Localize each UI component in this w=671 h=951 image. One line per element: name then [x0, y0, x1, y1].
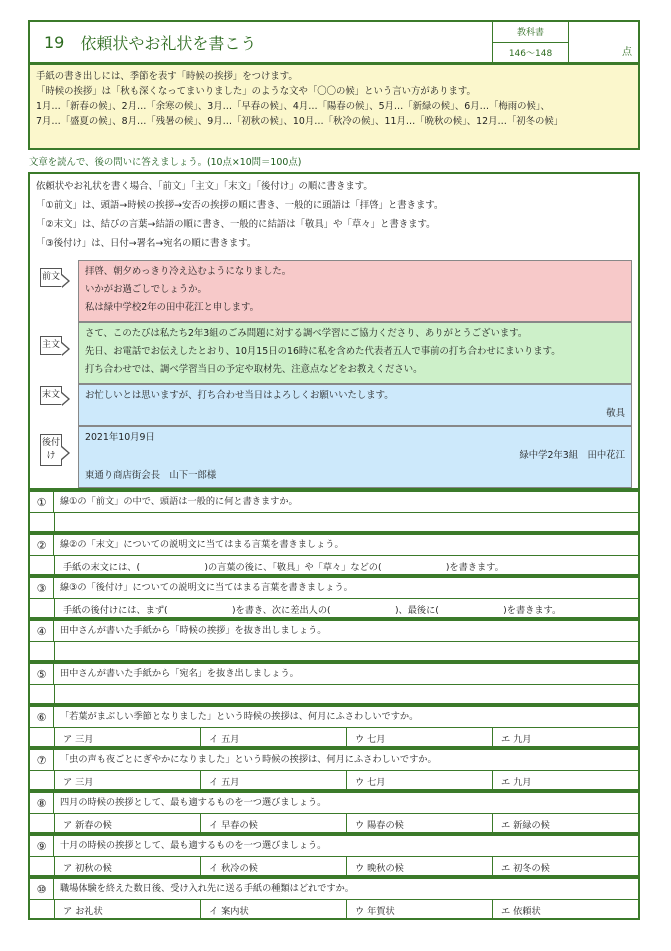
arrow-icon	[62, 342, 70, 356]
atozuke-tag: 後付け	[40, 434, 62, 466]
option-e[interactable]: エ 初冬の候	[501, 863, 550, 874]
matsubun-tag: 末文	[40, 386, 62, 405]
option-a[interactable]: ア 三月	[55, 728, 201, 748]
letter-matsubun	[36, 384, 632, 426]
answer-field[interactable]	[54, 513, 638, 533]
option-i[interactable]: イ 五月	[201, 771, 347, 791]
reading-passage	[28, 172, 640, 490]
letter-shubun	[36, 322, 632, 384]
option-i[interactable]: イ 早春の候	[201, 814, 347, 834]
option-e[interactable]: エ 九月	[501, 777, 532, 788]
intro-line: 「時候の挨拶」は「秋も深くなってまいりました」のような文や「〇〇の候」という言い方があります。	[36, 86, 476, 97]
letter-line: 先日、お電話でお伝えしたとおり、10月15日の16時に私を含めた代表者五人で事前の打ち合わせにまいります。	[85, 346, 561, 357]
question-number: ③	[30, 578, 54, 598]
question-text: 田中さんが書いた手紙から「宛名」を抜き出しましょう。	[60, 668, 299, 679]
option-u[interactable]: ウ 年賀状	[347, 900, 493, 920]
arrow-icon	[62, 446, 70, 460]
letter-line: 拝啓、朝夕めっきり冷え込むようになりました。	[85, 266, 292, 277]
option-i[interactable]: イ 案内状	[201, 900, 347, 920]
question-number: ④	[30, 621, 54, 641]
question-3	[28, 576, 640, 619]
fill-in-answer[interactable]: 手紙の後付けには、まず( )を書き、次に差出人の( )、最後に( )を書きます。	[54, 599, 638, 619]
question-7	[28, 748, 640, 791]
letter-recipient: 東通り商店街会長 山下一郎様	[85, 470, 217, 481]
score-unit: 点	[622, 47, 632, 58]
question-number: ⑥	[30, 707, 54, 727]
question-number: ⑨	[30, 836, 54, 856]
question-text: 職場体験を終えた数日後、受け入れ先に送る手紙の種類はどれですか。	[60, 883, 354, 894]
question-number: ⑦	[30, 750, 54, 770]
zenbun-tag: 前文	[40, 268, 62, 287]
question-2	[28, 533, 640, 576]
question-text: 四月の時候の挨拶として、最も適するものを一つ選びましょう。	[60, 797, 327, 808]
textbook-pages: 146～148	[508, 48, 553, 59]
page-title	[30, 22, 492, 62]
answer-field[interactable]	[54, 685, 638, 705]
intro-line: 7月…「盛夏の候」、8月…「残暑の候」、9月…「初秋の候」、10月…「秋冷の候」、11月…「晩秋の候」、12月…「初冬の候」	[36, 116, 564, 127]
passage-line: 「①前文」は、頭語→時候の挨拶→安否の挨拶の順に書き、一般的に頭語は「拝啓」と書きます。	[36, 200, 444, 211]
option-u[interactable]: ウ 七月	[347, 771, 493, 791]
passage-line: 依頼状やお礼状を書く場合、「前文」「主文」「末文」「後付け」の順に書きます。	[36, 181, 373, 192]
option-e[interactable]: エ 九月	[501, 734, 532, 745]
option-u[interactable]: ウ 晩秋の候	[347, 857, 493, 877]
textbook-label: 教科書	[493, 22, 568, 43]
option-e[interactable]: エ 依頼状	[501, 906, 541, 917]
letter-zenbun	[36, 260, 632, 322]
option-a[interactable]: ア 新春の候	[55, 814, 201, 834]
option-i[interactable]: イ 秋冷の候	[201, 857, 347, 877]
answer-field[interactable]	[54, 642, 638, 662]
letter-sender: 緑中学2年3組 田中花江	[519, 450, 625, 461]
textbook-box	[492, 22, 568, 62]
option-i[interactable]: イ 五月	[201, 728, 347, 748]
question-text: 線①の「前文」の中で、頭語は一般的に何と書きますか。	[60, 496, 298, 507]
option-u[interactable]: ウ 陽春の候	[347, 814, 493, 834]
intro-line: 手紙の書き出しには、季節を表す「時候の挨拶」をつけます。	[36, 71, 298, 82]
arrow-icon	[62, 392, 70, 406]
closing-word: 敬具	[606, 408, 625, 419]
question-text: 田中さんが書いた手紙から「時候の挨拶」を抜き出しましょう。	[60, 625, 327, 636]
option-a[interactable]: ア 初秋の候	[55, 857, 201, 877]
question-6	[28, 705, 640, 748]
question-number: ⑩	[30, 879, 54, 899]
score-box[interactable]	[568, 22, 638, 62]
instruction-text: 文章を読んで、後の問いに答えましょう。(10点×10問＝100点)	[29, 157, 302, 168]
lesson-number: 19	[44, 32, 65, 52]
question-number: ②	[30, 535, 54, 555]
letter-line: 打ち合わせでは、調べ学習当日の予定や取材先、注意点などをお教えください。	[85, 364, 423, 375]
question-10	[28, 877, 640, 920]
intro-box	[28, 63, 640, 150]
question-text: 線③の「後付け」についての説明文に当てはまる言葉を書きましょう。	[60, 582, 353, 593]
question-9	[28, 834, 640, 877]
option-e[interactable]: エ 新緑の候	[501, 820, 550, 831]
passage-line: 「③後付け」は、日付→署名→宛名の順に書きます。	[36, 238, 257, 249]
shubun-tag: 主文	[40, 336, 62, 355]
question-5	[28, 662, 640, 705]
question-8	[28, 791, 640, 834]
question-number: ①	[30, 492, 54, 512]
question-number: ⑤	[30, 664, 54, 684]
letter-atozuke	[36, 426, 632, 488]
question-4	[28, 619, 640, 662]
arrow-icon	[62, 274, 70, 288]
passage-line: 「②末文」は、結びの言葉→結語の順に書き、一般的に結語は「敬具」や「草々」と書きます。	[36, 219, 436, 230]
question-number: ⑧	[30, 793, 54, 813]
worksheet-header	[28, 20, 640, 64]
option-a[interactable]: ア お礼状	[55, 900, 201, 920]
question-text: 「若葉がまぶしい季節となりました」という時候の挨拶は、何月にふさわしいですか。	[60, 711, 419, 722]
letter-line: いかがお過ごしでしょうか。	[85, 284, 207, 295]
letter-line: お忙しいとは思いますが、打ち合わせ当日はよろしくお願いいたします。	[85, 390, 394, 401]
letter-date: 2021年10月9日	[85, 432, 155, 443]
lesson-title: 依頼状やお礼状を書こう	[80, 33, 257, 53]
question-1	[28, 490, 640, 533]
letter-line: さて、このたびは私たち2年3組のごみ問題に対する調べ学習にご協力くださり、ありがとうございます。	[85, 328, 528, 339]
intro-line: 1月…「新春の候」、2月…「余寒の候」、3月…「早春の候」、4月…「陽春の候」、5月…「新緑の候」、6月…「梅雨の候」、	[36, 101, 550, 112]
question-text: 線②の「末文」についての説明文に当てはまる言葉を書きましょう。	[60, 539, 344, 550]
fill-in-answer[interactable]: 手紙の末文には、( )の言葉の後に、「敬具」や「草々」などの( )を書きます。	[54, 556, 638, 576]
option-u[interactable]: ウ 七月	[347, 728, 493, 748]
question-text: 十月の時候の挨拶として、最も適するものを一つ選びましょう。	[60, 840, 327, 851]
question-text: 「虫の声も夜ごとにぎやかになりました」という時候の挨拶は、何月にふさわしいですか。	[60, 754, 437, 765]
letter-line: 私は緑中学校2年の田中花江と申します。	[85, 302, 259, 313]
option-a[interactable]: ア 三月	[55, 771, 201, 791]
